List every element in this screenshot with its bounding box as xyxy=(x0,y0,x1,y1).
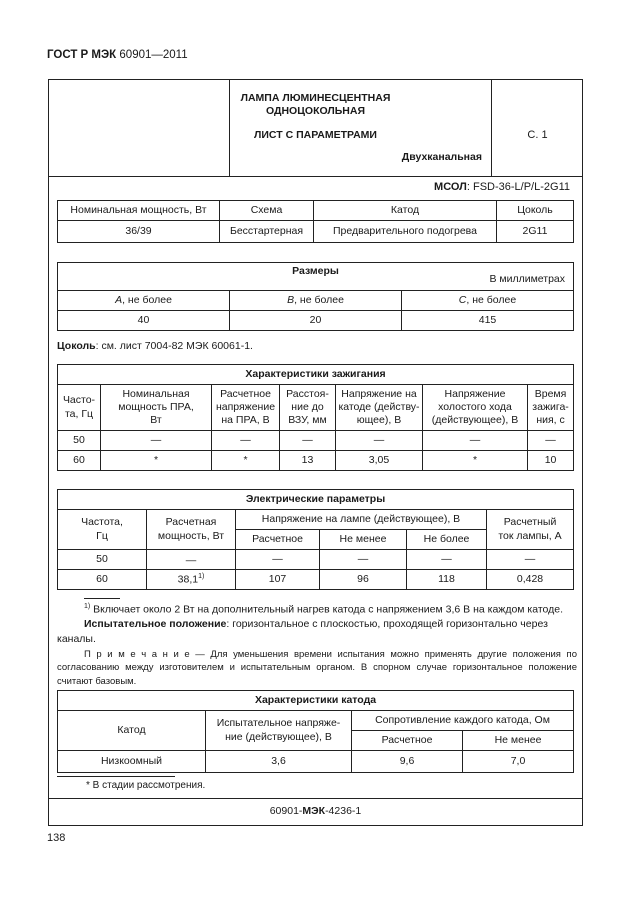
dimension-b-header xyxy=(230,291,402,311)
header-cell: Катод xyxy=(314,201,497,221)
header-line: мощность ПРА, xyxy=(118,400,194,413)
table-cell: — xyxy=(280,431,336,451)
note-label: П р и м е ч а н и е xyxy=(84,649,190,660)
table-cell: Низкоомный xyxy=(58,751,206,773)
footnote-mark: 1) xyxy=(198,572,205,580)
footnote-mark: 1) xyxy=(84,603,91,610)
sub-header-cell: Не менее xyxy=(320,530,407,550)
dim-header-text: , не более xyxy=(122,293,172,306)
header-line: Расстоя- xyxy=(286,387,329,400)
header-cell: Схема xyxy=(220,201,314,221)
base-label: Цоколь xyxy=(57,340,96,352)
header-line: ния, с xyxy=(536,414,565,427)
header-line: катоде (действу- xyxy=(338,400,420,413)
table-cell: 2G11 xyxy=(497,221,574,243)
header-line: ток лампы, А xyxy=(498,529,562,542)
electrical-table xyxy=(57,489,574,590)
dimensions-title-cell xyxy=(58,263,574,291)
header-line: напряжение xyxy=(215,400,276,413)
table-cell: 0,428 xyxy=(487,570,574,590)
sheet-code-prefix: 60901- xyxy=(269,805,303,817)
dim-var: B xyxy=(287,293,295,306)
table-cell: 20 xyxy=(230,311,402,331)
base-reference xyxy=(57,339,253,354)
table-cell: 50 xyxy=(58,431,101,451)
ignition-header-cell xyxy=(58,385,101,431)
header-line: Напряжение на xyxy=(341,387,417,400)
footnote-separator xyxy=(84,598,120,599)
cathode-table xyxy=(57,690,574,773)
cathode-title: Характеристики катода xyxy=(58,691,574,711)
table-cell: — xyxy=(336,431,423,451)
header-line: холостого хода xyxy=(438,400,512,413)
table-cell: 40 xyxy=(58,311,230,331)
table-cell xyxy=(147,550,236,570)
header-line: Расчетный xyxy=(503,516,557,529)
footnote-separator xyxy=(57,776,175,777)
voltage-header: Напряжение на лампе (действующее), В xyxy=(236,510,487,530)
standard-prefix: ГОСТ Р МЭК xyxy=(47,49,117,61)
dimension-a-header xyxy=(58,291,230,311)
dim-header-text: , не более xyxy=(466,293,517,306)
ignition-header-cell xyxy=(423,385,528,431)
electrical-title: Электрические параметры xyxy=(58,490,574,510)
table-cell: — xyxy=(528,431,574,451)
main-parameters-table xyxy=(57,200,574,243)
table-cell: 10 xyxy=(528,451,574,471)
note-text: — Для уменьшения времени испытания можно применять другие положения по согласованию между изготовителем и испытательным органом. В спорном случае горизонтальное положение считают базовым. xyxy=(57,649,577,687)
table-cell: 3,05 xyxy=(336,451,423,471)
page-number: 138 xyxy=(47,832,66,844)
table-cell: — xyxy=(487,550,574,570)
table-cell: 13 xyxy=(280,451,336,471)
table-cell: 107 xyxy=(236,570,320,590)
page-ref: С. 1 xyxy=(527,129,548,141)
dimension-c-header xyxy=(402,291,574,311)
header-line: Испытательное напряже- xyxy=(216,717,341,730)
power-header xyxy=(147,510,236,550)
header-line: Время xyxy=(534,387,567,400)
resistance-header: Сопротивление каждого катода, Ом xyxy=(352,711,574,731)
ignition-header-cell xyxy=(528,385,574,431)
title-subtitle: Двухканальная xyxy=(401,151,482,163)
table-cell: — xyxy=(101,431,212,451)
dim-var: A xyxy=(115,293,123,306)
header-line: Напряжение xyxy=(444,387,506,400)
table-cell: 415 xyxy=(402,311,574,331)
table-cell: 96 xyxy=(320,570,407,590)
table-cell: 60 xyxy=(58,570,147,590)
sub-header-cell: Не менее xyxy=(463,731,574,751)
title-block xyxy=(48,79,583,177)
table-cell: — xyxy=(423,431,528,451)
title-line-2: ОДНОЦОКОЛЬНАЯ xyxy=(265,105,366,117)
header-line: Гц xyxy=(96,529,108,542)
standard-number: 60901—2011 xyxy=(119,49,188,61)
sub-header-cell: Расчетное xyxy=(352,731,463,751)
header-line: (действующее), В xyxy=(431,414,519,427)
mcol-value: : FSD-36-L/P/L-2G11 xyxy=(466,181,570,193)
table-cell: * xyxy=(212,451,280,471)
table-cell: 60 xyxy=(58,451,101,471)
header-line: та, Гц xyxy=(64,407,94,420)
dim-header-text: , не более xyxy=(294,293,344,306)
ignition-header-cell xyxy=(101,385,212,431)
mcol-label: МСОЛ xyxy=(434,181,467,193)
document-header xyxy=(47,49,188,61)
sheet-code-bold: МЭК xyxy=(302,805,326,817)
test-position xyxy=(57,617,577,647)
table-cell: 3,6 xyxy=(206,751,352,773)
table-cell: — xyxy=(212,431,280,451)
header-line: Расчетное xyxy=(220,387,271,400)
header-line: ВЗУ, мм xyxy=(288,414,327,427)
sheet-code xyxy=(48,805,583,817)
footnote-text: Включает около 2 Вт на дополнительный нагрев катода с напряжением 3,6 В на каждом катоде. xyxy=(90,603,564,616)
mcol-line xyxy=(48,181,570,193)
dimensions-unit: В миллиметрах xyxy=(489,272,566,285)
header-line: Номинальная xyxy=(122,387,190,400)
base-text: : см. лист 7004-82 МЭК 60061-1. xyxy=(95,340,253,352)
current-header xyxy=(487,510,574,550)
header-cell: Номинальная мощность, Вт xyxy=(58,201,220,221)
sheet-code-suffix: -4236-1 xyxy=(325,805,362,817)
test-position-text: : горизонтальное с плоскостью, проходящей горизонтально через каналы. xyxy=(57,618,548,646)
bottom-divider xyxy=(48,798,583,799)
sub-header-cell: Не более xyxy=(407,530,487,550)
dimensions-title: Размеры xyxy=(292,264,339,277)
table-cell: 9,6 xyxy=(352,751,463,773)
test-voltage-header xyxy=(206,711,352,751)
note-paragraph xyxy=(57,648,577,688)
header-line: Частота, xyxy=(81,516,123,529)
ignition-title: Характеристики зажигания xyxy=(58,365,574,385)
header-line: на ПРА, В xyxy=(221,414,270,427)
table-cell: 36/39 xyxy=(58,221,220,243)
table-cell: 118 xyxy=(407,570,487,590)
freq-header xyxy=(58,510,147,550)
header-line: Вт xyxy=(150,414,162,427)
footnote-2: * В стадии рассмотрения. xyxy=(86,780,206,791)
table-cell: Предварительного подогрева xyxy=(314,221,497,243)
ignition-header-cell xyxy=(280,385,336,431)
table-cell: — xyxy=(407,550,487,570)
ignition-header-cell xyxy=(212,385,280,431)
table-cell: * xyxy=(101,451,212,471)
title-line-1: ЛАМПА ЛЮМИНЕСЦЕНТНАЯ xyxy=(240,92,391,104)
header-line: зажига- xyxy=(532,400,569,413)
header-line: ние до xyxy=(291,400,324,413)
table-cell: 50 xyxy=(58,550,147,570)
footnote-1 xyxy=(84,602,576,618)
test-position-label: Испытательное положение xyxy=(84,618,227,630)
table-cell: — xyxy=(236,550,320,570)
table-cell xyxy=(147,570,236,590)
sub-header-cell: Расчетное xyxy=(236,530,320,550)
power-value: 38,1 xyxy=(177,573,199,586)
table-cell: — xyxy=(320,550,407,570)
ignition-header-cell xyxy=(336,385,423,431)
cathode-header: Катод xyxy=(58,711,206,751)
dim-var: C xyxy=(458,293,467,306)
table-cell: 7,0 xyxy=(463,751,574,773)
table-cell: Бесстартерная xyxy=(220,221,314,243)
ignition-table xyxy=(57,364,574,471)
header-cell: Цоколь xyxy=(497,201,574,221)
sheet-title: ЛИСТ С ПАРАМЕТРАМИ xyxy=(254,129,377,141)
header-line: ние (действующее), В xyxy=(225,730,332,743)
power-value: — xyxy=(185,554,197,567)
header-line: Расчетная xyxy=(165,516,217,529)
header-line: Часто- xyxy=(62,394,96,407)
header-line: ющее), В xyxy=(356,414,402,427)
table-cell: * xyxy=(423,451,528,471)
dimensions-table xyxy=(57,262,574,331)
header-line: мощность, Вт xyxy=(157,529,225,542)
